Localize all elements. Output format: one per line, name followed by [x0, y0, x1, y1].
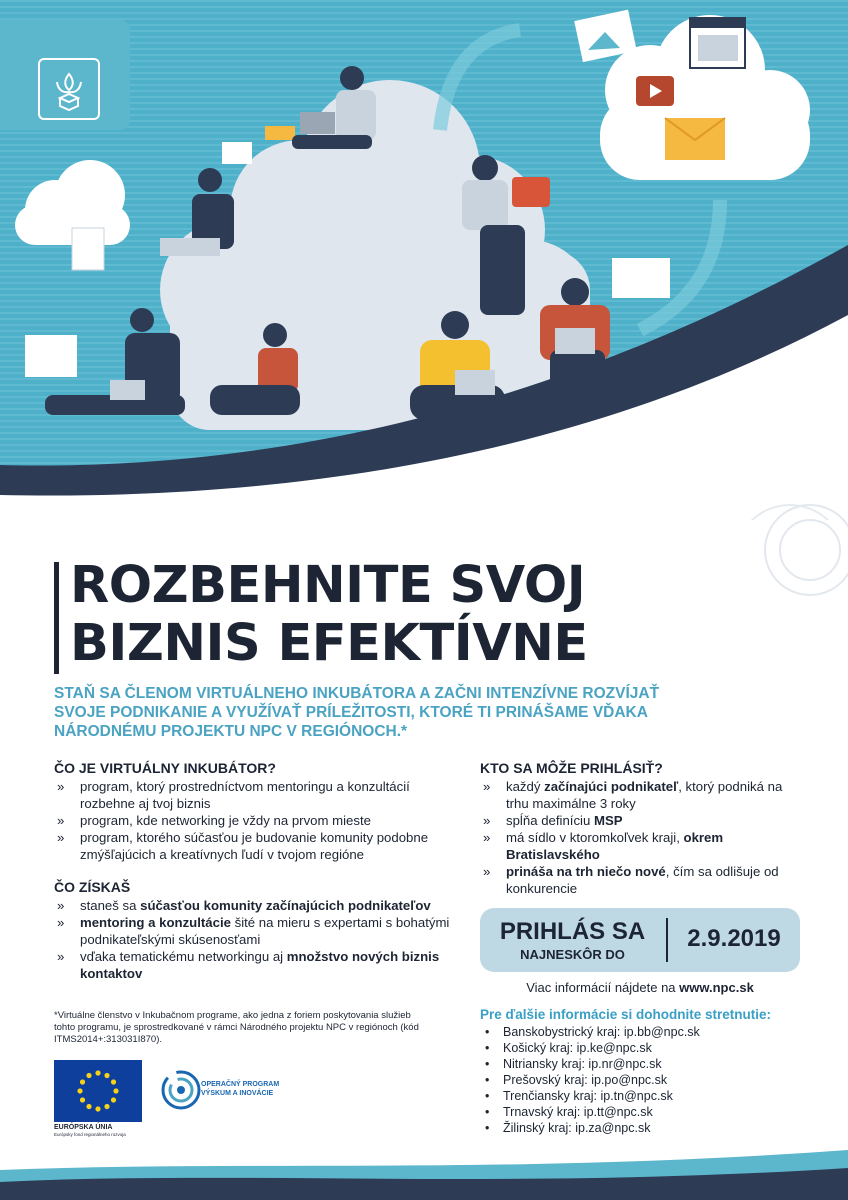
list-item: » vďaka tematickému networkingu aj množstvo nových biznis kontaktov — [54, 948, 454, 982]
brand-logo-box — [0, 20, 130, 130]
list-item: » má sídlo v ktoromkoľvek kraji, okrem Bratislavského — [480, 829, 800, 863]
deadline-sublabel: NAJNESKÔR DO — [520, 947, 625, 962]
gain-list — [54, 897, 454, 982]
deadline-date: 2.9.2019 — [687, 925, 781, 952]
contacts-heading: Pre ďalšie informácie si dohodnite stretnutie: — [480, 1007, 772, 1022]
right-column — [480, 760, 800, 897]
eu-sublabel: Európsky fond regionálneho rozvoja — [54, 1132, 126, 1137]
gain-heading: ČO ZÍSKAŠ — [54, 879, 131, 895]
eu-stars-icon — [54, 1060, 142, 1122]
eu-flag-logo — [54, 1060, 142, 1122]
more-info: Viac informácií nájdete na www.npc.sk — [526, 980, 754, 995]
what-is-list — [54, 778, 454, 863]
contact-item: • Trnavský kraj: ip.tt@npc.sk — [480, 1104, 810, 1120]
footnote: *Virtuálne členstvo v Inkubačnom programe, ako jedna z foriem poskytovania služieb tohto programu, je sprostredkované v rámci Národného projektu NPC v regiónoch (kód ITMS2014+:313031I870). — [54, 1010, 419, 1045]
decorative-circles — [740, 495, 848, 605]
contact-item: • Košický kraj: ip.ke@npc.sk — [480, 1040, 810, 1056]
list-item: » program, ktorý prostredníctvom mentoringu a konzultácií rozbehne aj tvoj biznis — [54, 778, 454, 812]
contact-item: • Prešovský kraj: ip.po@npc.sk — [480, 1072, 810, 1088]
op-label: OPERAČNÝ PROGRAM VÝSKUM A INOVÁCIE — [201, 1081, 280, 1097]
page-title — [70, 557, 588, 673]
left-column — [54, 760, 454, 982]
contact-item: • Banskobystrický kraj: ip.bb@npc.sk — [480, 1024, 810, 1040]
who-heading: KTO SA MÔŽE PRIHLÁSIŤ? — [480, 760, 663, 776]
deadline-box — [480, 908, 800, 972]
hero-illustration — [0, 0, 848, 520]
who-list — [480, 778, 800, 897]
contact-item: • Nitriansky kraj: ip.nr@npc.sk — [480, 1056, 810, 1072]
contact-item: • Trenčiansky kraj: ip.tn@npc.sk — [480, 1088, 810, 1104]
subtitle: STAŇ SA ČLENOM VIRTUÁLNEHO INKUBÁTORA A ZAČNI INTENZÍVNE ROZVÍJAŤ SVOJE PODNIKANIE A VYUŽÍVAŤ PRÍLEŽITOSTI, KTORÉ TI PRINÁŠAME VĎAKA NÁRODNÉMU PROJEKTU NPC V REGIÓNOCH.* — [54, 685, 660, 740]
website-link[interactable]: www.npc.sk — [679, 980, 754, 995]
list-item: » spĺňa definíciu MSP — [480, 812, 800, 829]
list-item: » program, ktorého súčasťou je budovanie komunity podobne zmýšľajúcich a kreatívnych ľudí v tvojom regióne — [54, 829, 454, 863]
list-item: » staneš sa súčasťou komunity začínajúcich podnikateľov — [54, 897, 454, 914]
op-logo-icon — [160, 1068, 202, 1112]
title-line-1: ROZBEHNITE SVOJ — [70, 556, 586, 615]
eu-label: EURÓPSKA ÚNIA — [54, 1124, 113, 1131]
plant-logo-icon — [38, 58, 100, 120]
contacts-list-wrap — [480, 1020, 810, 1136]
deadline-label: PRIHLÁS SA — [499, 918, 646, 945]
calendar-icon — [690, 18, 745, 68]
title-line-2: BIZNIS EFEKTÍVNE — [70, 614, 588, 673]
contacts-list — [480, 1024, 810, 1136]
list-item: » prináša na trh niečo nové, čím sa odlišuje od konkurencie — [480, 863, 800, 897]
title-accent-bar — [54, 562, 59, 674]
list-item: » mentoring a konzultácie šité na mieru s expertami s bohatými podnikateľskými skúsenosťami — [54, 914, 454, 948]
list-item: » program, kde networking je vždy na prvom mieste — [54, 812, 454, 829]
what-is-heading: ČO JE VIRTUÁLNY INKUBÁTOR? — [54, 760, 276, 776]
envelope-icon — [665, 118, 725, 160]
video-icon — [636, 76, 674, 106]
bottom-wave — [0, 1140, 848, 1200]
contact-item: • Žilinský kraj: ip.za@npc.sk — [480, 1120, 810, 1136]
list-item: » každý začínajúci podnikateľ, ktorý podniká na trhu maximálne 3 roky — [480, 778, 800, 812]
